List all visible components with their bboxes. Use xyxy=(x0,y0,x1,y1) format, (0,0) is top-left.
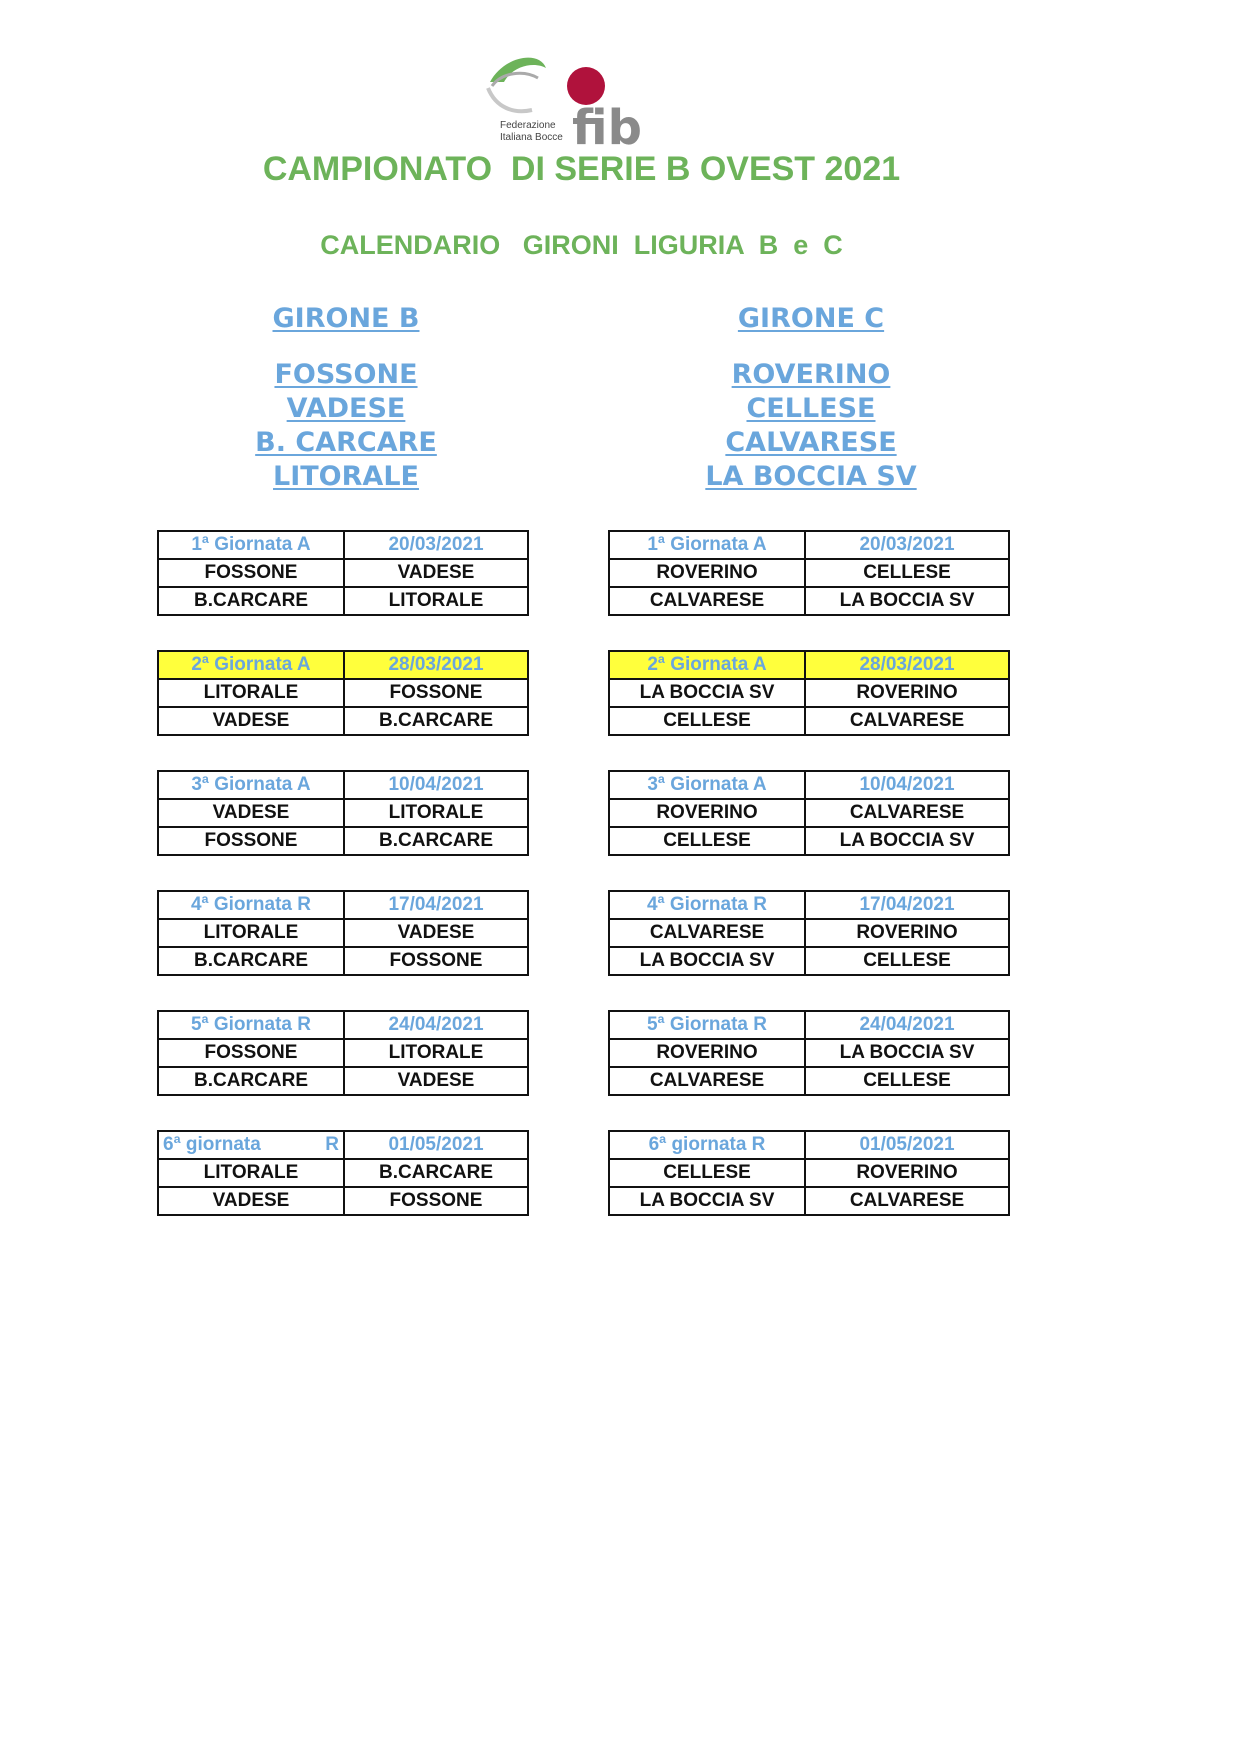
home-team: B.CARCARE xyxy=(158,1067,344,1095)
away-team: CELLESE xyxy=(805,947,1009,975)
round-table-c-1 xyxy=(608,530,1010,616)
home-team: LA BOCCIA SV xyxy=(609,947,805,975)
round-label: 4ª Giornata R xyxy=(609,891,805,919)
round-label: 2ª Giornata A xyxy=(158,651,344,679)
svg-text:fib: fib xyxy=(572,100,642,148)
round-table-b-3 xyxy=(157,770,529,856)
round-label: 4ª Giornata R xyxy=(158,891,344,919)
page-subtitle: CALENDARIO GIRONI LIGURIA B e C xyxy=(320,230,843,260)
away-team: CALVARESE xyxy=(805,1187,1009,1215)
away-team: LITORALE xyxy=(344,799,528,827)
away-team: VADESE xyxy=(344,559,528,587)
group-b-team[interactable]: B. CARCARE xyxy=(255,427,437,458)
away-team: LA BOCCIA SV xyxy=(805,827,1009,855)
group-c xyxy=(631,302,991,494)
home-team: ROVERINO xyxy=(609,799,805,827)
round-label: 2ª Giornata A xyxy=(609,651,805,679)
home-team: ROVERINO xyxy=(609,1039,805,1067)
round-label: 5ª Giornata R xyxy=(609,1011,805,1039)
round-date: 24/04/2021 xyxy=(344,1011,528,1039)
home-team: ROVERINO xyxy=(609,559,805,587)
away-team: CELLESE xyxy=(805,559,1009,587)
round-table-b-4 xyxy=(157,890,529,976)
away-team: ROVERINO xyxy=(805,679,1009,707)
round-table-c-2 xyxy=(608,650,1010,736)
fib-logo xyxy=(484,52,654,148)
home-team: CALVARESE xyxy=(609,1067,805,1095)
group-c-title[interactable]: GIRONE C xyxy=(737,303,885,334)
away-team: FOSSONE xyxy=(344,679,528,707)
round-label: 6ª giornata xyxy=(163,1134,261,1155)
round-date: 17/04/2021 xyxy=(805,891,1009,919)
round-table-b-5 xyxy=(157,1010,529,1096)
home-team: VADESE xyxy=(158,1187,344,1215)
round-label: 1ª Giornata A xyxy=(609,531,805,559)
home-team: VADESE xyxy=(158,707,344,735)
away-team: LITORALE xyxy=(344,587,528,615)
round-date: 20/03/2021 xyxy=(344,531,528,559)
round-label: 3ª Giornata A xyxy=(609,771,805,799)
svg-text:Federazione: Federazione xyxy=(500,120,556,131)
away-team: FOSSONE xyxy=(344,947,528,975)
group-b xyxy=(166,302,526,494)
group-c-team[interactable]: CELLESE xyxy=(746,393,876,424)
round-leg: R xyxy=(325,1134,339,1155)
away-team: B.CARCARE xyxy=(344,1159,528,1187)
round-table-c-6 xyxy=(608,1130,1010,1216)
round-date: 01/05/2021 xyxy=(344,1131,528,1159)
round-table-b-2 xyxy=(157,650,529,736)
svg-text:Italiana Bocce: Italiana Bocce xyxy=(500,132,563,143)
home-team: LITORALE xyxy=(158,1159,344,1187)
home-team: LITORALE xyxy=(158,919,344,947)
round-date: 28/03/2021 xyxy=(805,651,1009,679)
round-date: 10/04/2021 xyxy=(805,771,1009,799)
away-team: VADESE xyxy=(344,919,528,947)
home-team: FOSSONE xyxy=(158,559,344,587)
home-team: CELLESE xyxy=(609,827,805,855)
round-date: 17/04/2021 xyxy=(344,891,528,919)
away-team: FOSSONE xyxy=(344,1187,528,1215)
away-team: CALVARESE xyxy=(805,707,1009,735)
away-team: CELLESE xyxy=(805,1067,1009,1095)
home-team: LA BOCCIA SV xyxy=(609,1187,805,1215)
round-date: 01/05/2021 xyxy=(805,1131,1009,1159)
home-team: LITORALE xyxy=(158,679,344,707)
home-team: B.CARCARE xyxy=(158,587,344,615)
group-c-team[interactable]: ROVERINO xyxy=(731,359,891,390)
group-b-team[interactable]: VADESE xyxy=(286,393,406,424)
round-label: 5ª Giornata R xyxy=(158,1011,344,1039)
round-label-cell xyxy=(158,1131,344,1159)
round-label: 3ª Giornata A xyxy=(158,771,344,799)
group-b-team[interactable]: FOSSONE xyxy=(274,359,418,390)
away-team: CALVARESE xyxy=(805,799,1009,827)
round-label: 6ª giornata R xyxy=(609,1131,805,1159)
round-label: 1ª Giornata A xyxy=(158,531,344,559)
away-team: VADESE xyxy=(344,1067,528,1095)
away-team: LITORALE xyxy=(344,1039,528,1067)
group-c-team[interactable]: LA BOCCIA SV xyxy=(705,461,917,492)
home-team: CALVARESE xyxy=(609,587,805,615)
round-table-b-1 xyxy=(157,530,529,616)
away-team: ROVERINO xyxy=(805,1159,1009,1187)
away-team: LA BOCCIA SV xyxy=(805,1039,1009,1067)
away-team: ROVERINO xyxy=(805,919,1009,947)
round-table-c-5 xyxy=(608,1010,1010,1096)
round-date: 10/04/2021 xyxy=(344,771,528,799)
home-team: CALVARESE xyxy=(609,919,805,947)
home-team: FOSSONE xyxy=(158,827,344,855)
home-team: VADESE xyxy=(158,799,344,827)
group-c-team[interactable]: CALVARESE xyxy=(725,427,897,458)
group-b-title[interactable]: GIRONE B xyxy=(272,303,420,334)
away-team: B.CARCARE xyxy=(344,827,528,855)
home-team: CELLESE xyxy=(609,1159,805,1187)
away-team: B.CARCARE xyxy=(344,707,528,735)
home-team: FOSSONE xyxy=(158,1039,344,1067)
away-team: LA BOCCIA SV xyxy=(805,587,1009,615)
round-table-c-4 xyxy=(608,890,1010,976)
home-team: CELLESE xyxy=(609,707,805,735)
home-team: B.CARCARE xyxy=(158,947,344,975)
round-table-b-6 xyxy=(157,1130,529,1216)
home-team: LA BOCCIA SV xyxy=(609,679,805,707)
group-b-team[interactable]: LITORALE xyxy=(273,461,419,492)
round-date: 28/03/2021 xyxy=(344,651,528,679)
page-title: CAMPIONATO DI SERIE B OVEST 2021 xyxy=(262,150,901,188)
round-date: 24/04/2021 xyxy=(805,1011,1009,1039)
round-table-c-3 xyxy=(608,770,1010,856)
round-date: 20/03/2021 xyxy=(805,531,1009,559)
